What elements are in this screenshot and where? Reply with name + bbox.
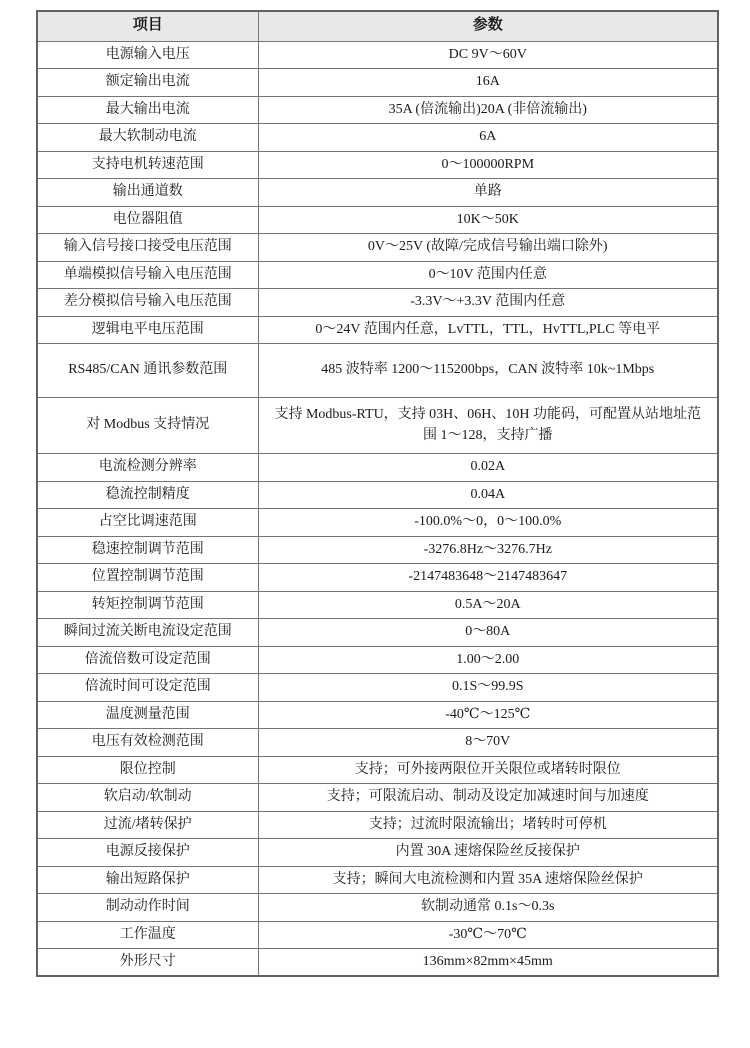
spec-item-label: 电源输入电压	[37, 41, 258, 69]
table-row	[37, 921, 718, 949]
spec-param-value: 支持；瞬间大电流检测和内置 35A 速熔保险丝保护	[258, 866, 718, 894]
spec-param-value: 35A (倍流输出)20A (非倍流输出)	[258, 96, 718, 124]
spec-item-label: 输出通道数	[37, 179, 258, 207]
spec-item-label: 制动动作时间	[37, 894, 258, 922]
table-row	[37, 344, 718, 398]
table-row	[37, 839, 718, 867]
spec-item-label: 瞬间过流关断电流设定范围	[37, 619, 258, 647]
table-row	[37, 894, 718, 922]
spec-item-label: 位置控制调节范围	[37, 564, 258, 592]
spec-param-value: 0～100000RPM	[258, 151, 718, 179]
table-row	[37, 398, 718, 454]
spec-item-label: RS485/CAN 通讯参数范围	[37, 344, 258, 398]
spec-param-value: 0.1S～99.9S	[258, 674, 718, 702]
table-row	[37, 949, 718, 977]
table-row	[37, 756, 718, 784]
spec-param-value: 0.02A	[258, 454, 718, 482]
spec-item-label: 输入信号接口接受电压范围	[37, 234, 258, 262]
spec-item-label: 最大软制动电流	[37, 124, 258, 152]
column-header-param: 参数	[258, 11, 718, 41]
spec-table	[36, 10, 719, 977]
spec-param-value: 8～70V	[258, 729, 718, 757]
table-row	[37, 674, 718, 702]
spec-item-label: 外形尺寸	[37, 949, 258, 977]
table-row	[37, 261, 718, 289]
spec-param-value: 6A	[258, 124, 718, 152]
spec-item-label: 过流/堵转保护	[37, 811, 258, 839]
table-row	[37, 591, 718, 619]
spec-table-body	[37, 41, 718, 976]
spec-param-value: -3.3V～+3.3V 范围内任意	[258, 289, 718, 317]
spec-param-value: 0.5A～20A	[258, 591, 718, 619]
spec-param-value: -2147483648～2147483647	[258, 564, 718, 592]
header-row	[37, 11, 718, 41]
table-row	[37, 784, 718, 812]
spec-item-label: 工作温度	[37, 921, 258, 949]
spec-param-value: 内置 30A 速熔保险丝反接保护	[258, 839, 718, 867]
spec-param-value: DC 9V～60V	[258, 41, 718, 69]
table-row	[37, 289, 718, 317]
spec-item-label: 稳流控制精度	[37, 481, 258, 509]
table-row	[37, 866, 718, 894]
spec-item-label: 电压有效检测范围	[37, 729, 258, 757]
table-row	[37, 179, 718, 207]
table-row	[37, 96, 718, 124]
spec-item-label: 倍流倍数可设定范围	[37, 646, 258, 674]
table-row	[37, 481, 718, 509]
spec-param-value: 单路	[258, 179, 718, 207]
table-row	[37, 509, 718, 537]
spec-param-value: -30℃～70℃	[258, 921, 718, 949]
spec-item-label: 支持电机转速范围	[37, 151, 258, 179]
spec-item-label: 对 Modbus 支持情况	[37, 398, 258, 454]
spec-item-label: 倍流时间可设定范围	[37, 674, 258, 702]
spec-param-value: -3276.8Hz～3276.7Hz	[258, 536, 718, 564]
spec-param-value: -40℃～125℃	[258, 701, 718, 729]
table-row	[37, 316, 718, 344]
spec-item-label: 差分模拟信号输入电压范围	[37, 289, 258, 317]
spec-item-label: 单端模拟信号输入电压范围	[37, 261, 258, 289]
spec-item-label: 逻辑电平电压范围	[37, 316, 258, 344]
spec-param-value: 10K～50K	[258, 206, 718, 234]
spec-item-label: 电流检测分辨率	[37, 454, 258, 482]
table-row	[37, 619, 718, 647]
table-row	[37, 41, 718, 69]
spec-param-value: 0～24V 范围内任意，LvTTL，TTL，HvTTL,PLC 等电平	[258, 316, 718, 344]
spec-table-header	[37, 11, 718, 41]
table-row	[37, 234, 718, 262]
column-header-item: 项目	[37, 11, 258, 41]
table-row	[37, 151, 718, 179]
spec-param-value: 136mm×82mm×45mm	[258, 949, 718, 977]
table-row	[37, 536, 718, 564]
table-row	[37, 729, 718, 757]
spec-item-label: 软启动/软制动	[37, 784, 258, 812]
spec-item-label: 最大输出电流	[37, 96, 258, 124]
spec-item-label: 稳速控制调节范围	[37, 536, 258, 564]
spec-param-value: 0.04A	[258, 481, 718, 509]
spec-param-value: 0V～25V (故障/完成信号输出端口除外)	[258, 234, 718, 262]
spec-param-value: 支持；过流时限流输出；堵转时可停机	[258, 811, 718, 839]
spec-item-label: 温度测量范围	[37, 701, 258, 729]
spec-param-value: 支持；可限流启动、制动及设定加减速时间与加速度	[258, 784, 718, 812]
spec-param-value: -100.0%～0，0～100.0%	[258, 509, 718, 537]
spec-item-label: 限位控制	[37, 756, 258, 784]
table-row	[37, 69, 718, 97]
table-row	[37, 124, 718, 152]
spec-param-value: 支持 Modbus-RTU，支持 03H、06H、10H 功能码，可配置从站地址范围 1～128，支持广播	[258, 398, 718, 454]
spec-param-value: 支持；可外接两限位开关限位或堵转时限位	[258, 756, 718, 784]
spec-item-label: 额定输出电流	[37, 69, 258, 97]
spec-item-label: 转矩控制调节范围	[37, 591, 258, 619]
spec-param-value: 16A	[258, 69, 718, 97]
table-row	[37, 564, 718, 592]
table-row	[37, 454, 718, 482]
spec-item-label: 输出短路保护	[37, 866, 258, 894]
spec-item-label: 电源反接保护	[37, 839, 258, 867]
table-row	[37, 701, 718, 729]
spec-param-value: 0～10V 范围内任意	[258, 261, 718, 289]
table-row	[37, 811, 718, 839]
table-row	[37, 646, 718, 674]
spec-param-value: 软制动通常 0.1s～0.3s	[258, 894, 718, 922]
spec-param-value: 0～80A	[258, 619, 718, 647]
spec-param-value: 1.00～2.00	[258, 646, 718, 674]
spec-item-label: 电位器阻值	[37, 206, 258, 234]
spec-param-value: 485 波特率 1200～115200bps，CAN 波特率 10k~1Mbps	[258, 344, 718, 398]
spec-item-label: 占空比调速范围	[37, 509, 258, 537]
table-row	[37, 206, 718, 234]
